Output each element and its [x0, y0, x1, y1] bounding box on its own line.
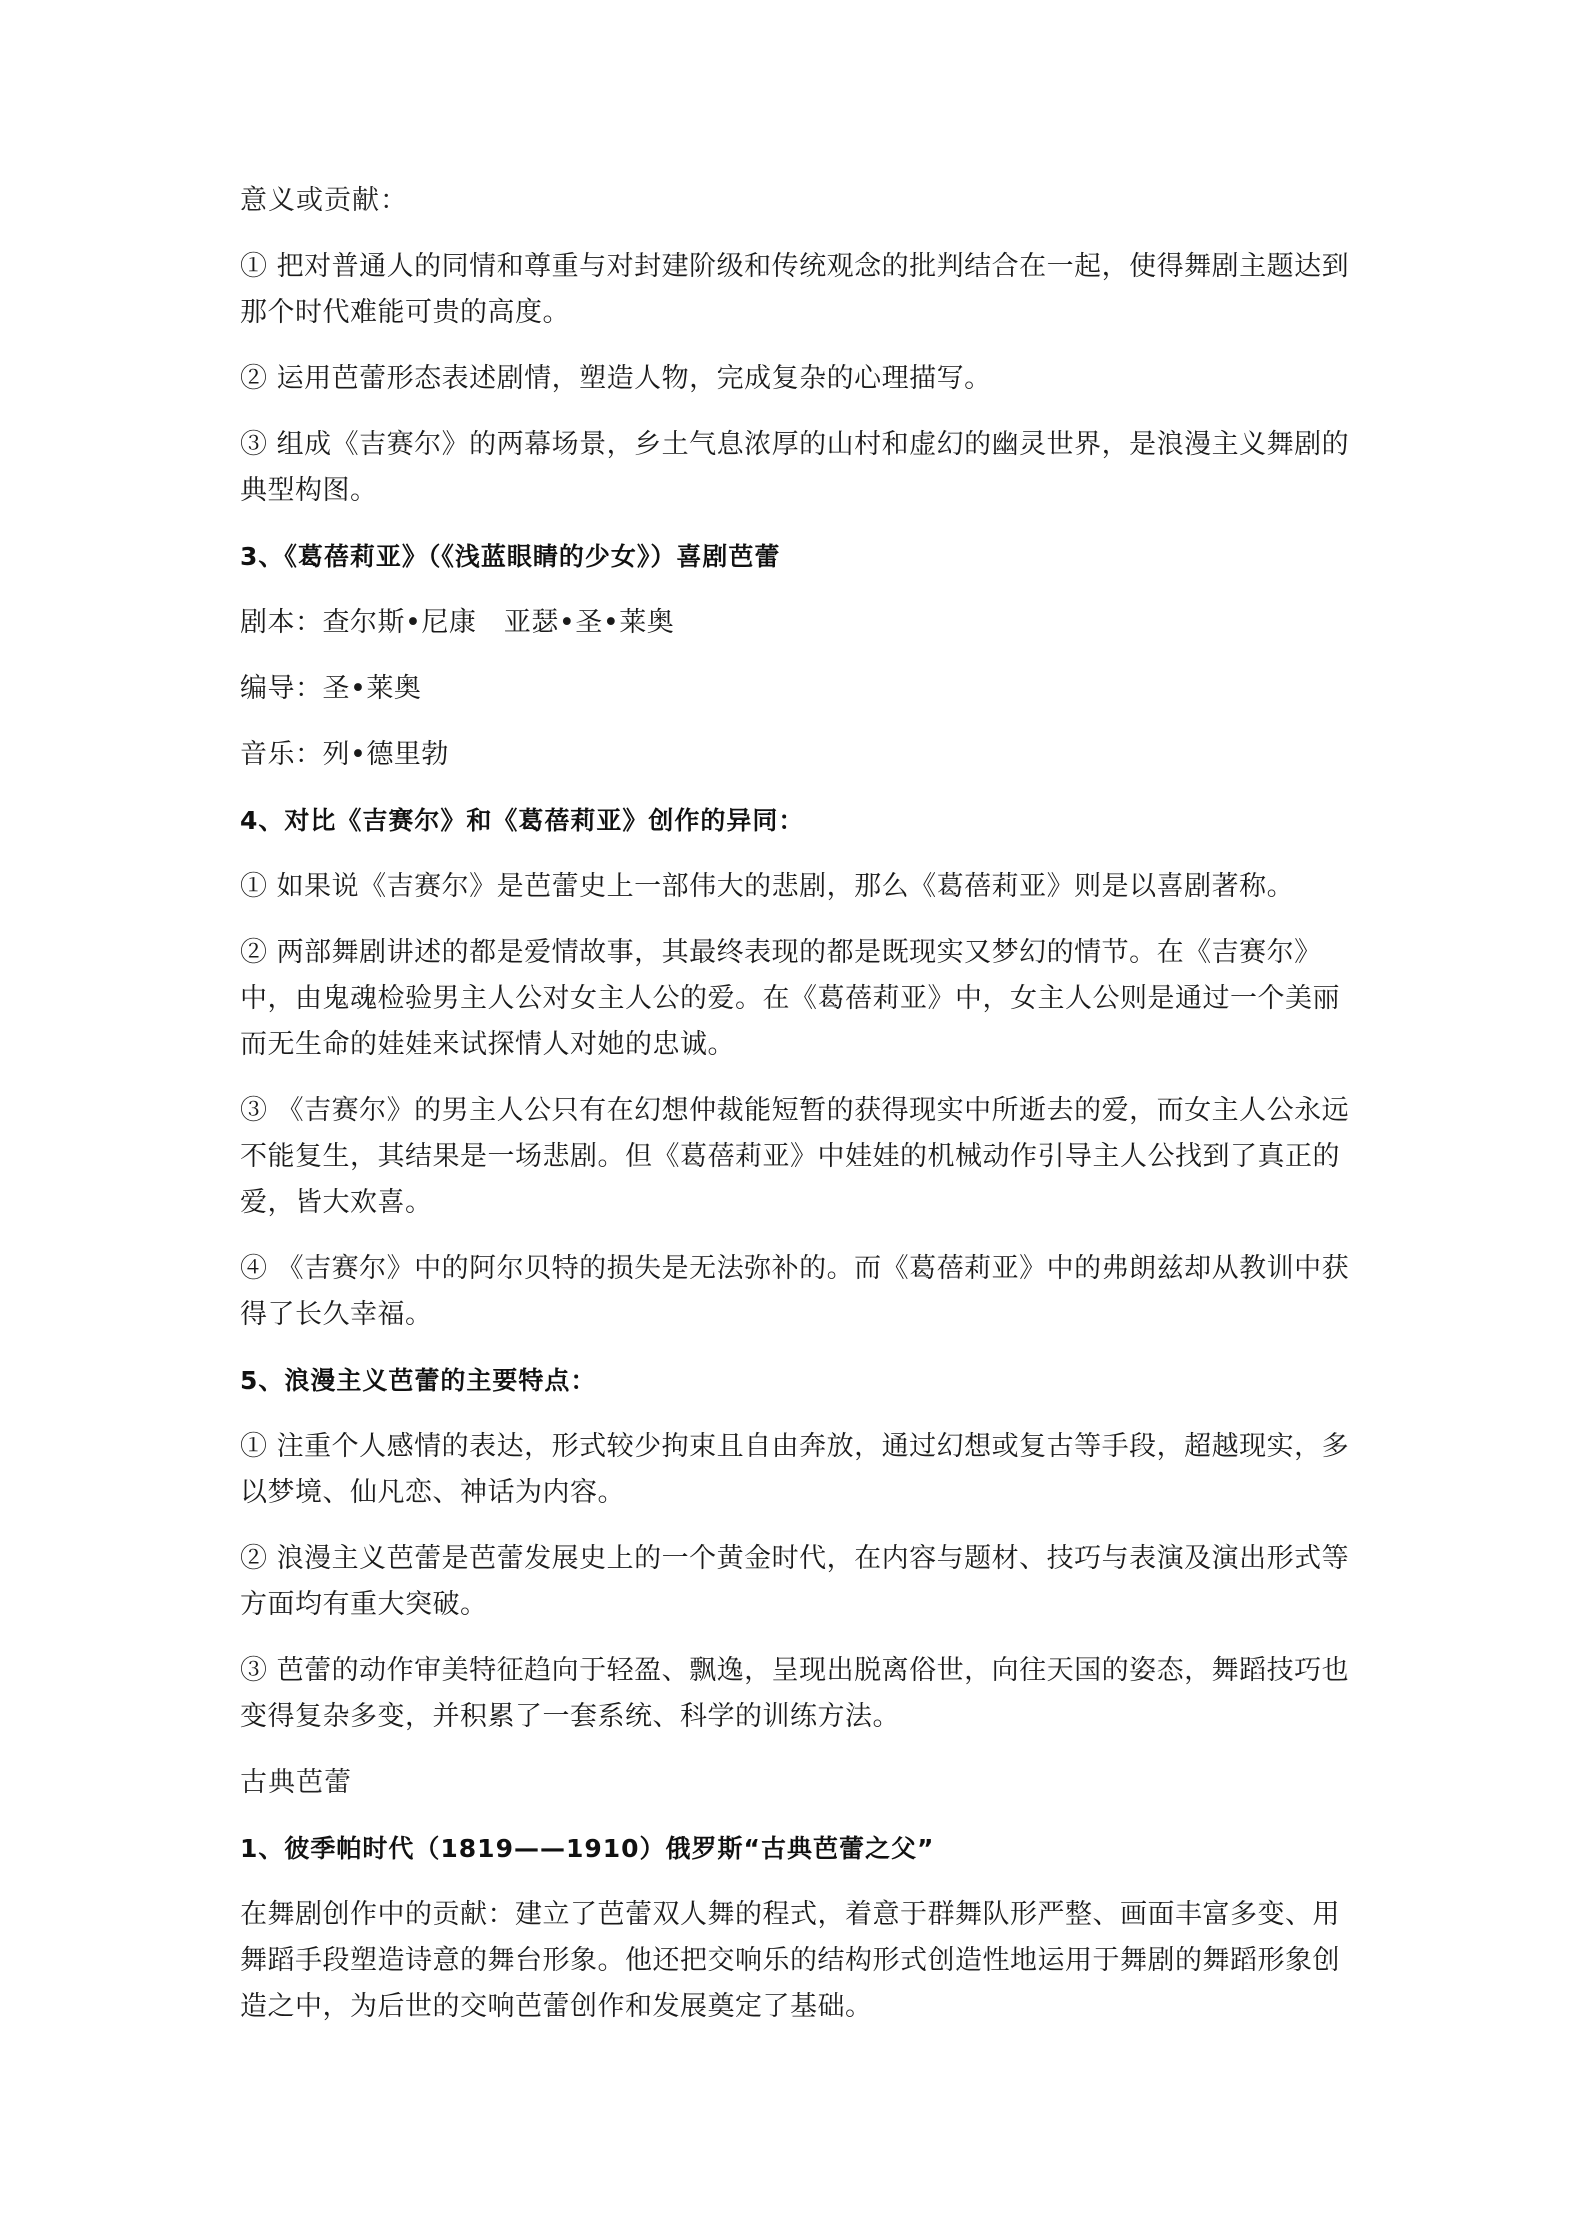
significance-item-3: ③ 组成《吉赛尔》的两幕场景，乡土气息浓厚的山村和虚幻的幽灵世界，是浪漫主义舞剧的典型构图。	[240, 429, 1350, 506]
romantic-features-heading: 5、浪漫主义芭蕾的主要特点：	[240, 1366, 597, 1395]
comparison-item-2: ② 两部舞剧讲述的都是爱情故事，其最终表现的都是既现实又梦幻的情节。在《吉赛尔》中，由鬼魂检验男主人公对女主人公的爱。在《葛蓓莉亚》中，女主人公则是通过一个美丽而无生命的娃娃来试探情人对她的忠诚。	[240, 937, 1340, 1060]
classical-heading: 古典芭蕾	[240, 1767, 352, 1798]
significance-heading: 意义或贡献：	[240, 185, 408, 216]
coppelia-choreography: 编导：圣•莱奥	[240, 673, 422, 704]
comparison-item-3: ③ 《吉赛尔》的男主人公只有在幻想仲裁能短暂的获得现实中所逝去的爱，而女主人公永远不能复生，其结果是一场悲剧。但《葛蓓莉亚》中娃娃的机械动作引导主人公找到了真正的爱，皆大欢喜。	[240, 1095, 1350, 1218]
comparison-item-4: ④ 《吉赛尔》中的阿尔贝特的损失是无法弥补的。而《葛蓓莉亚》中的弗朗兹却从教训中获得了长久幸福。	[240, 1253, 1350, 1330]
document-page	[240, 178, 1350, 2050]
coppelia-music: 音乐：列•德里勃	[240, 739, 449, 770]
petipa-heading: 1、彼季帕时代（1819——1910）俄罗斯“古典芭蕾之父”	[240, 1834, 935, 1863]
comparison-item-1: ① 如果说《吉赛尔》是芭蕾史上一部伟大的悲剧，那么《葛蓓莉亚》则是以喜剧著称。	[240, 871, 1295, 902]
significance-item-1: ① 把对普通人的同情和尊重与对封建阶级和传统观念的批判结合在一起，使得舞剧主题达到那个时代难能可贵的高度。	[240, 251, 1350, 328]
comparison-heading: 4、对比《吉赛尔》和《葛蓓莉亚》创作的异同：	[240, 806, 805, 835]
petipa-contribution: 在舞剧创作中的贡献：建立了芭蕾双人舞的程式，着意于群舞队形严整、画面丰富多变、用舞蹈手段塑造诗意的舞台形象。他还把交响乐的结构形式创造性地运用于舞剧的舞蹈形象创造之中，为后世的交响芭蕾创作和发展奠定了基础。	[240, 1899, 1340, 2022]
romantic-feature-1: ① 注重个人感情的表达，形式较少拘束且自由奔放，通过幻想或复古等手段，超越现实，多以梦境、仙凡恋、神话为内容。	[240, 1431, 1350, 1508]
coppelia-script: 剧本：查尔斯•尼康 亚瑟•圣•莱奥	[240, 607, 675, 638]
coppelia-heading: 3、《葛蓓莉亚》（《浅蓝眼睛的少女》）喜剧芭蕾	[240, 542, 781, 571]
romantic-feature-2: ② 浪漫主义芭蕾是芭蕾发展史上的一个黄金时代，在内容与题材、技巧与表演及演出形式等方面均有重大突破。	[240, 1543, 1350, 1620]
significance-item-2: ② 运用芭蕾形态表述剧情，塑造人物，完成复杂的心理描写。	[240, 363, 992, 394]
romantic-feature-3: ③ 芭蕾的动作审美特征趋向于轻盈、飘逸，呈现出脱离俗世，向往天国的姿态，舞蹈技巧也变得复杂多变，并积累了一套系统、科学的训练方法。	[240, 1655, 1350, 1732]
